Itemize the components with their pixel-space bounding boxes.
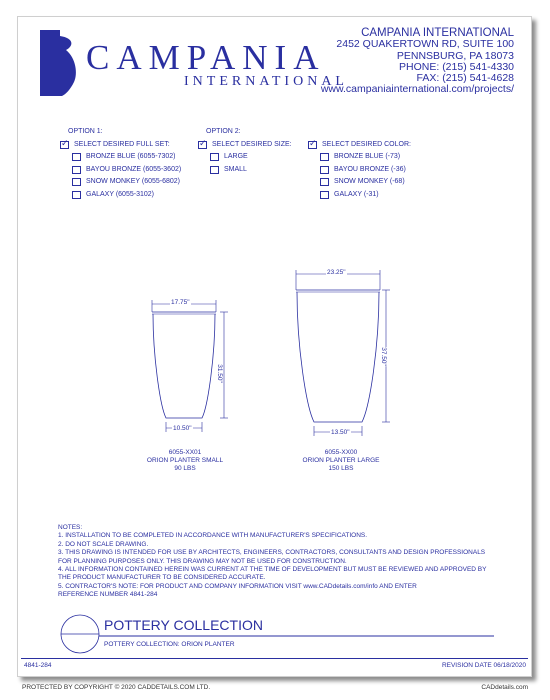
option-label: SNOW MONKEY (6055-6802)	[86, 178, 181, 185]
note-line: FOR PLANNING PURPOSES ONLY. THIS DRAWING MAY NOT BE USED FOR CONSTRUCTION.	[58, 557, 347, 565]
list-item[interactable]	[308, 176, 438, 189]
drawing-subtitle: POTTERY COLLECTION: ORION PLANTER	[104, 641, 235, 648]
note-line: THE PRODUCT MANUFACTURER TO BE CONSIDERED ACCURATE.	[58, 574, 266, 582]
title-block-divider	[21, 658, 528, 659]
checkbox[interactable]	[72, 191, 81, 199]
drawing-title: POTTERY COLLECTION	[104, 617, 263, 633]
small-planter-caption	[130, 449, 240, 473]
option-2-select-row[interactable]	[198, 139, 308, 152]
list-item[interactable]	[60, 176, 210, 189]
list-item[interactable]	[308, 189, 438, 202]
option-label: BAYOU BRONZE (-36)	[334, 165, 406, 173]
checkbox-color[interactable]	[308, 141, 317, 149]
list-item[interactable]	[198, 151, 308, 164]
option-label: SMALL	[224, 165, 247, 173]
option-label: GALAXY (-31)	[334, 190, 379, 198]
large-planter-caption	[286, 449, 396, 473]
note-line: 1. INSTALLATION TO BE COMPLETED IN ACCORDANCE WITH MANUFACTURER'S SPECIFICATIONS.	[58, 532, 368, 540]
small-height-label: 31.50"	[215, 364, 223, 383]
checkbox[interactable]	[320, 166, 329, 174]
note-line: 4. ALL INFORMATION CONTAINED HEREIN WAS CURRENT AT THE TIME OF DEVELOPMENT BUT MUST BE REVIEWED AND APPROVED BY	[58, 566, 487, 574]
option-1-select-row[interactable]	[60, 139, 210, 152]
option-label: BRONZE BLUE (6055-7302)	[86, 153, 176, 160]
vase-logo-icon	[40, 30, 82, 96]
option-label: BAYOU BRONZE (6055-3602)	[86, 165, 182, 173]
large-planter-code: 6055-XX00	[324, 449, 358, 456]
address-line-2: PENNSBURG, PA 18073	[396, 49, 514, 62]
revision-date: REVISION DATE 06/18/2020	[441, 662, 526, 669]
option-1-title: OPTION 1:	[68, 128, 103, 135]
checkbox[interactable]	[72, 153, 81, 161]
website-link[interactable]: www.campaniainternational.com/projects/	[320, 83, 514, 96]
note-line: 5. CONTRACTOR'S NOTE: FOR PRODUCT AND COMPANY INFORMATION VISIT www.CADdetails.com/info AND ENTER	[58, 582, 417, 590]
small-planter-drawing	[140, 296, 250, 441]
small-top-width-label: 17.75"	[171, 299, 190, 306]
copyright-notice: PROTECTED BY COPYRIGHT © 2020 CADDETAILS.COM LTD.	[22, 684, 211, 691]
large-planter-weight: 150 LBS	[328, 465, 354, 472]
option-label: BRONZE BLUE (-73)	[334, 153, 401, 160]
large-base-width-label: 13.50"	[331, 429, 350, 436]
small-base-width-label: 10.50"	[173, 425, 192, 432]
large-height-label: 37.50"	[379, 347, 387, 366]
color-select-label: SELECT DESIRED COLOR:	[322, 140, 411, 148]
company-address-block	[314, 28, 514, 96]
list-item[interactable]	[60, 151, 210, 164]
option-label: GALAXY (6055-3102)	[86, 190, 154, 198]
address-line-1: 2452 QUAKERTOWN RD, SUITE 100	[336, 38, 514, 51]
small-planter-name: ORION PLANTER SMALL	[146, 457, 224, 464]
reference-number: 4841-284	[24, 662, 52, 669]
small-planter-weight: 90 LBS	[174, 465, 196, 472]
checkbox-size[interactable]	[198, 141, 207, 149]
option-2-title: OPTION 2:	[206, 128, 241, 135]
note-line: REFERENCE NUMBER 4841-284	[58, 591, 158, 599]
logo-subtitle: INTERNATIONAL	[184, 74, 348, 89]
fax-line: FAX: (215) 541-4628	[416, 72, 514, 85]
company-name: CAMPANIA INTERNATIONAL	[361, 27, 514, 39]
list-item[interactable]	[198, 164, 308, 177]
large-top-width-label: 23.25"	[327, 269, 346, 276]
checkbox[interactable]	[210, 153, 219, 161]
option-1-select-label: SELECT DESIRED FULL SET:	[74, 140, 170, 148]
color-group	[308, 139, 438, 202]
checkbox[interactable]	[320, 153, 329, 161]
notes-heading: NOTES:	[58, 524, 83, 531]
phone-line: PHONE: (215) 541-4330	[399, 60, 514, 73]
large-planter-name: ORION PLANTER LARGE	[302, 457, 380, 464]
checkbox[interactable]	[72, 166, 81, 174]
small-planter-code: 6055-XX01	[168, 449, 202, 456]
checkbox[interactable]	[72, 178, 81, 186]
option-label: LARGE	[224, 153, 248, 160]
checkbox[interactable]	[320, 178, 329, 186]
option-1-group	[60, 126, 210, 201]
checkbox[interactable]	[210, 166, 219, 174]
color-select-row[interactable]	[308, 139, 438, 152]
option-2-select-label: SELECT DESIRED SIZE:	[212, 140, 292, 148]
list-item[interactable]	[60, 189, 210, 202]
footer-site-link[interactable]: CADdetails.com	[481, 684, 528, 691]
list-item[interactable]	[308, 151, 438, 164]
list-item[interactable]	[308, 164, 438, 177]
option-2-group	[198, 126, 308, 176]
logo-wordmark: CAMPANIA	[86, 38, 326, 77]
checkbox-full-set[interactable]	[60, 141, 69, 149]
note-line: 2. DO NOT SCALE DRAWING.	[58, 540, 149, 548]
option-label: SNOW MONKEY (-68)	[334, 178, 405, 185]
notes-block	[58, 524, 508, 600]
list-item[interactable]	[60, 164, 210, 177]
note-line: 3. THIS DRAWING IS INTENDED FOR USE BY ARCHITECTS, ENGINEERS, CONTRACTORS, CONSULTANTS AND DESIGN PROFESSIONALS	[58, 549, 486, 557]
checkbox[interactable]	[320, 191, 329, 199]
